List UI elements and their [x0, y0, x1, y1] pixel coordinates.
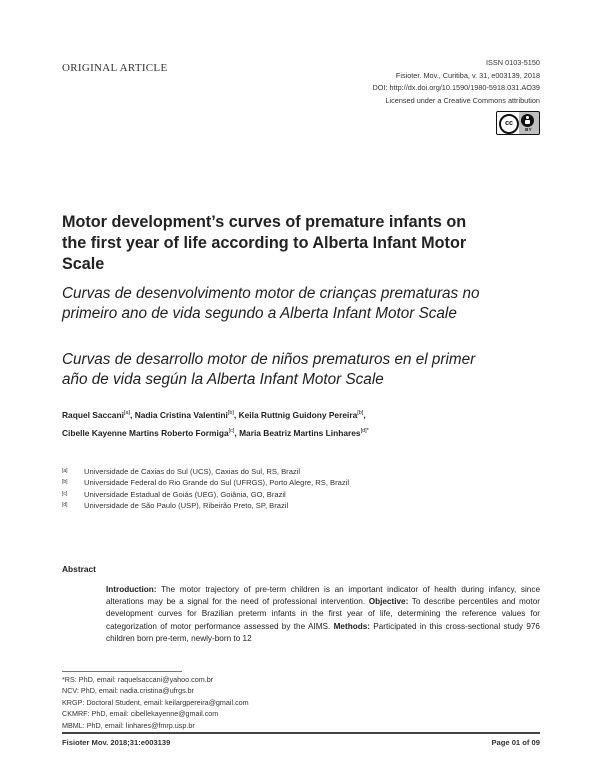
journal-reference: Fisioter. Mov., Curitiba, v. 31, e003139, 2018	[395, 70, 540, 80]
author-list: Raquel Saccani[a], Nadia Cristina Valentini[b], Keila Ruttnig Guidony Pereira[b], Cibelle Kayenne Martins Roberto Formiga[c], Maria Beatriz Martins Linhares$^{[d]*}$	[62, 409, 369, 438]
footnotes	[62, 674, 249, 731]
footer-divider	[62, 732, 540, 734]
introduction-text: The motor trajectory of pre-term children is an important indicator of health during infancy, since alterations may be a signal for the need of professional intervention.	[106, 585, 540, 607]
footnote: MBML: PhD, email: linhares@fmrp.usp.br	[62, 720, 195, 730]
abstract-heading: Abstract	[62, 564, 96, 574]
footnote: *RS: PhD, email: raquelsaccani@yahoo.com.br	[62, 675, 214, 684]
author-name: Nadia Cristina Valentini	[134, 409, 228, 420]
abstract-body	[106, 584, 540, 645]
methods-text: Participated in this cross-sectional study 976 children born pre-term, newly-born to 12	[106, 621, 540, 643]
author-mark: [d]*	[360, 427, 369, 434]
footer-citation: Fisioter Mov. 2018;31:e003139	[62, 738, 171, 747]
author-name: Cibelle Kayenne Martins Roberto Formiga	[62, 427, 229, 438]
affiliation-list	[62, 466, 522, 511]
footnote: NCV: PhD, email: nadia.cristina@ufrgs.br	[62, 686, 195, 696]
issn: ISSN 0103-5150	[486, 58, 540, 67]
by-label: BY	[525, 127, 532, 132]
footnote: CKMRF: PhD, email: cibellekayenne@gmail.com	[62, 709, 219, 719]
section-label: ORIGINAL ARTICLE	[62, 62, 168, 74]
page-number: Page 01 of 09	[491, 738, 540, 747]
author-mark: [b]	[357, 410, 364, 416]
affiliation-item: [c] Universidade Estadual de Goiás (UEG), Goiânia, GO, Brazil	[62, 489, 286, 499]
cc-icon: cc	[499, 114, 519, 134]
title-portuguese: Curvas de desenvolvimento motor de crianças prematuras no primeiro ano de vida segundo a Alberta Infant Motor Scale	[62, 285, 480, 322]
doi-link[interactable]: DOI: http://dx.doi.org/10.1590/1980-5918.031.AO39	[372, 83, 540, 93]
title-spanish: Curvas de desarrollo motor de niños prematuros en el primer año de vida según la Alberta Infant Motor Scale	[62, 351, 476, 388]
license-text: Licensed under a Creative Commons attribution	[385, 95, 540, 105]
affiliation-item: [d] Universidade de São Paulo (USP), Ribeirão Preto, SP, Brazil	[62, 500, 289, 510]
objective-label: Objective:	[368, 597, 409, 607]
affiliation-item: [a] Universidade de Caxias do Sul (UCS), Caxias do Sul, RS, Brazil	[62, 467, 301, 476]
footnote-divider	[62, 671, 182, 672]
title-english: Motor development’s curves of premature infants on the first year of life according to Alberta Infant Motor Scale	[62, 213, 467, 273]
methods-label: Methods:	[333, 621, 370, 631]
author-name: Raquel Saccani	[62, 409, 124, 420]
author-name: Keila Ruttnig Guidony Pereira	[238, 409, 358, 420]
creative-commons-by-icon[interactable]	[496, 111, 540, 135]
affiliation-item: [b] Universidade Federal do Rio Grande do Sul (UFRGS), Porto Alegre, RS, Brazil	[62, 478, 350, 488]
introduction-label: Introduction:	[106, 585, 157, 594]
attribution-person-icon	[521, 114, 534, 127]
footnote: KRGP: Doctoral Student, email: keilargpereira@gmail.com	[62, 697, 249, 707]
author-mark: [c]	[228, 427, 235, 434]
journal-metadata	[372, 57, 540, 107]
author-name: Maria Beatriz Martins Linhares	[239, 427, 361, 438]
author-mark: [a]	[123, 410, 131, 416]
author-mark: [b]	[227, 410, 234, 416]
objective-text: To describe percentiles and motor development curves for Brazilian preterm infants in the first year of life, determining the reference values for categorization of motor performance assessed by the AIMS.	[106, 597, 540, 631]
